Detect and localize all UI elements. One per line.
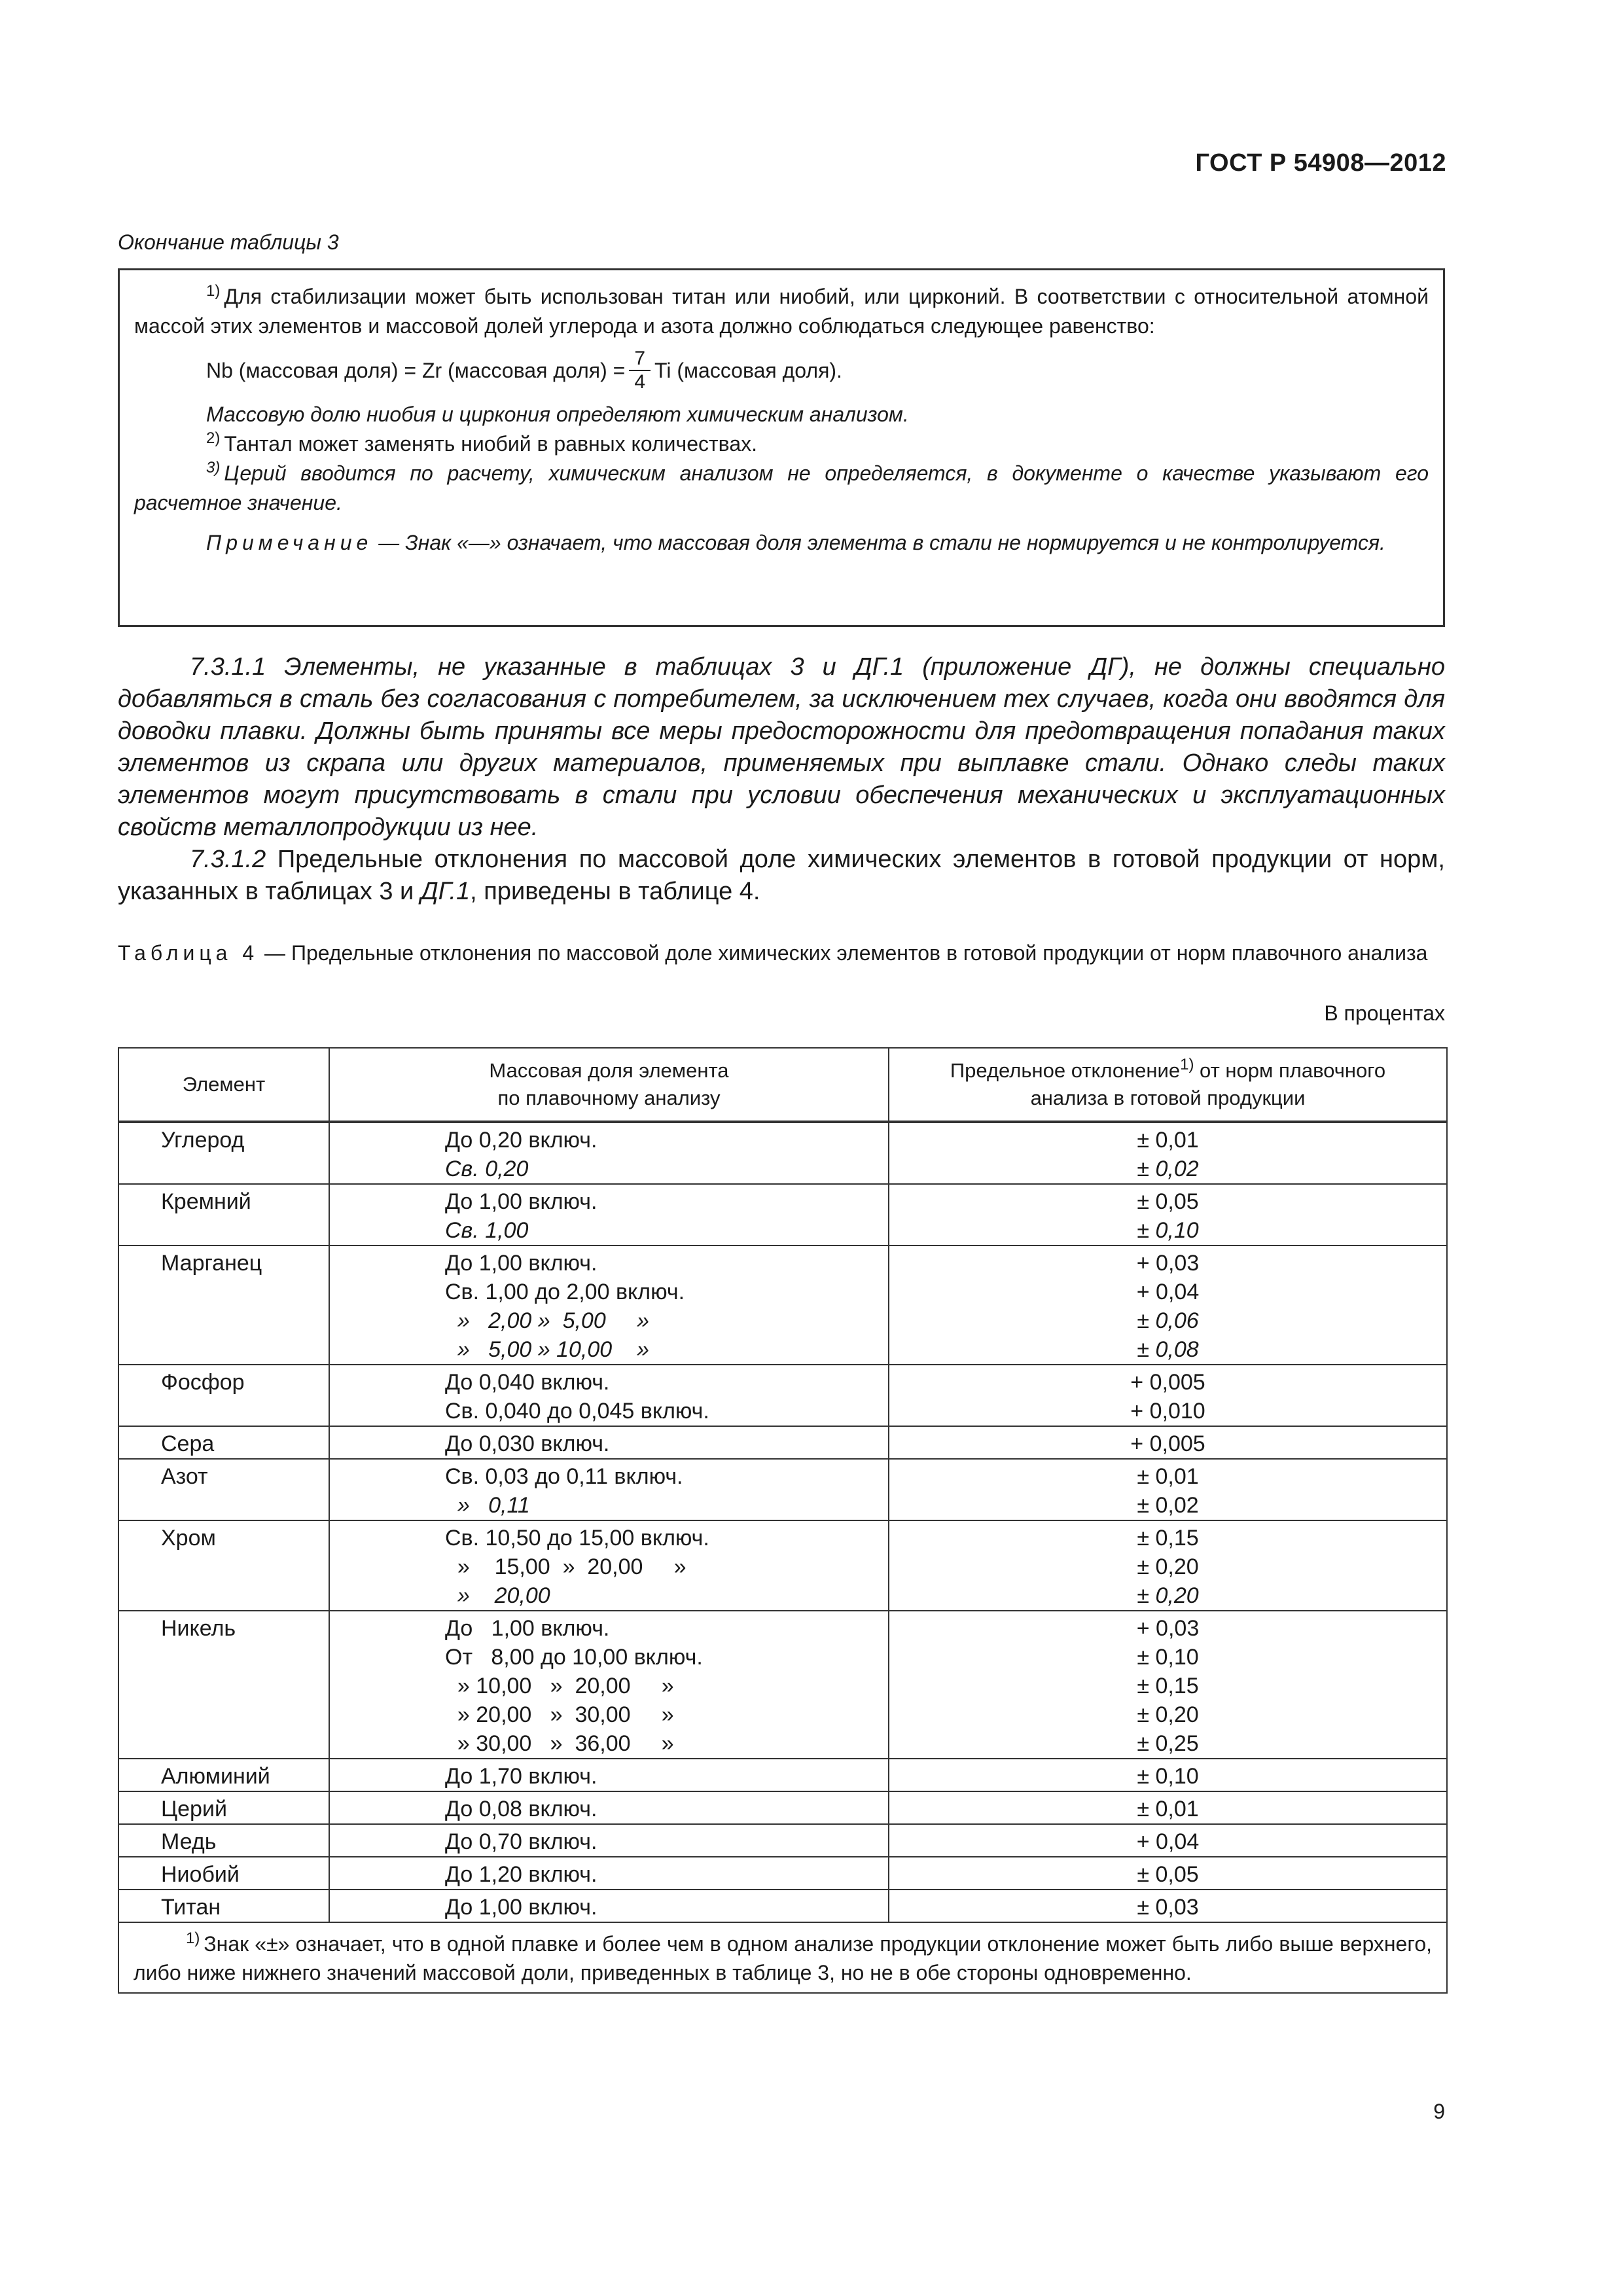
- mass-cell: [329, 1246, 889, 1365]
- element-cell: Титан: [118, 1890, 329, 1922]
- column-header-element: Элемент: [118, 1048, 329, 1122]
- table4-caption: [118, 939, 1445, 967]
- table-row: [118, 1426, 1447, 1459]
- formula: [134, 341, 1429, 400]
- deviation-value: ± 0,01: [1137, 1128, 1199, 1153]
- table4-header-row: [118, 1048, 1447, 1122]
- deviation-value: ± 0,25: [1137, 1731, 1199, 1756]
- deviation-value: ± 0,06: [1137, 1308, 1199, 1333]
- mass-cell: [329, 1459, 889, 1520]
- deviation-value: ± 0,05: [1137, 1862, 1199, 1887]
- mass-value: От 8,00 до 10,00 включ.: [445, 1645, 703, 1670]
- table4-units: В процентах: [1324, 1001, 1445, 1025]
- column-header-deviation: [889, 1048, 1447, 1122]
- table4: [118, 1047, 1448, 1994]
- deviation-value: ± 0,01: [1137, 1464, 1199, 1489]
- deviation-value: + 0,010: [1130, 1399, 1205, 1424]
- column-header-mass: [329, 1048, 889, 1122]
- table-row: [118, 1857, 1447, 1890]
- deviation-cell: [889, 1857, 1447, 1890]
- mass-cell: [329, 1611, 889, 1759]
- mass-value: До 0,20 включ.: [445, 1128, 597, 1153]
- column-header-mass-line1: Массовая доля элемента: [489, 1059, 729, 1082]
- page-number: 9: [1433, 2100, 1445, 2123]
- mass-cell: [329, 1122, 889, 1184]
- mass-cell: [329, 1890, 889, 1922]
- note-1-mark: 1): [206, 282, 221, 300]
- mass-cell: [329, 1520, 889, 1611]
- mass-value: До 0,040 включ.: [445, 1370, 610, 1395]
- note-2-mark: 2): [206, 429, 221, 447]
- column-header-mass-line2: по плавочному анализу: [497, 1086, 721, 1109]
- remark-label: Примечание: [206, 531, 373, 554]
- fraction-numerator: 7: [629, 348, 651, 371]
- note-3-text: Церий вводится по расчету, химическим анализом не определяется, в документе о качестве указывают его расчетное значение.: [134, 461, 1429, 514]
- deviation-cell: [889, 1122, 1447, 1184]
- column-header-deviation-line1b: от норм плавочного: [1194, 1059, 1386, 1082]
- table4-footnote-text: Знак «±» означает, что в одной плавке и более чем в одном анализе продукции отклонение может быть либо выше верхнего, либо ниже нижнего значений массовой доли, приведенных в таблице 3, но не в обе стороны одновременно.: [134, 1932, 1432, 1984]
- paragraph-7-3-1-2-end: , приведены в таблице 4.: [470, 878, 760, 905]
- element-cell: Медь: [118, 1824, 329, 1857]
- table4-caption-text: — Предельные отклонения по массовой доле химических элементов в готовой продукции от норм плавочного анализа: [259, 941, 1428, 965]
- table4-caption-label: Таблица 4: [118, 941, 259, 965]
- paragraph-7-3-1-2-number: 7.3.1.2: [190, 846, 266, 873]
- note-3: [134, 459, 1429, 518]
- mass-cell: [329, 1857, 889, 1890]
- element-cell: Кремний: [118, 1184, 329, 1246]
- note-3-mark: 3): [206, 459, 221, 476]
- deviation-value: ± 0,10: [1137, 1218, 1199, 1243]
- table4-body: [118, 1122, 1447, 1922]
- deviation-value: + 0,03: [1136, 1251, 1200, 1276]
- table-row: [118, 1520, 1447, 1611]
- mass-value: » 30,00 » 36,00 »: [445, 1731, 674, 1756]
- deviation-value: + 0,04: [1136, 1280, 1200, 1304]
- table-row: [118, 1184, 1447, 1246]
- paragraph-7-3-1-2-ref: ДГ.1: [420, 878, 471, 905]
- table4-footnote-row: [118, 1922, 1447, 1993]
- deviation-cell: [889, 1426, 1447, 1459]
- element-cell: Углерод: [118, 1122, 329, 1184]
- mass-value: До 1,70 включ.: [445, 1764, 597, 1789]
- mass-value: До 0,70 включ.: [445, 1829, 597, 1854]
- mass-value: До 1,00 включ.: [445, 1251, 597, 1276]
- deviation-value: + 0,005: [1130, 1370, 1205, 1395]
- deviation-cell: [889, 1520, 1447, 1611]
- deviation-value: ± 0,15: [1137, 1674, 1199, 1698]
- note-1-extra: Массовую долю ниобия и циркония определяют химическим анализом.: [206, 403, 909, 426]
- mass-value: Св. 1,00 до 2,00 включ.: [445, 1280, 685, 1304]
- mass-value: » 0,11: [445, 1493, 530, 1518]
- deviation-cell: [889, 1791, 1447, 1824]
- table-row: [118, 1122, 1447, 1184]
- mass-value: До 1,20 включ.: [445, 1862, 597, 1887]
- table-row: [118, 1890, 1447, 1922]
- mass-value: До 1,00 включ.: [445, 1895, 597, 1920]
- deviation-value: ± 0,15: [1137, 1526, 1199, 1551]
- mass-value: До 1,00 включ.: [445, 1189, 597, 1214]
- paragraph-7-3-1-2-text: Предельные отклонения по массовой доле химических элементов в готовой продукции от норм, указанных в таблицах 3 и: [118, 846, 1445, 905]
- deviation-cell: [889, 1459, 1447, 1520]
- mass-value: До 0,030 включ.: [445, 1431, 610, 1456]
- deviation-cell: [889, 1184, 1447, 1246]
- mass-value: Св. 10,50 до 15,00 включ.: [445, 1526, 709, 1551]
- fraction-denominator: 4: [634, 371, 645, 393]
- element-cell: Никель: [118, 1611, 329, 1759]
- paragraph-7-3-1-2: [118, 844, 1445, 908]
- deviation-value: ± 0,01: [1137, 1797, 1199, 1821]
- column-header-deviation-mark: 1): [1180, 1056, 1194, 1073]
- mass-value: » 20,00 » 30,00 »: [445, 1702, 674, 1727]
- element-cell: Марганец: [118, 1246, 329, 1365]
- mass-value: Св. 1,00: [445, 1218, 529, 1243]
- mass-value: Св. 0,040 до 0,045 включ.: [445, 1399, 709, 1424]
- note-2-text: Тантал может заменять ниобий в равных количествах.: [224, 432, 757, 456]
- table3-remark: [134, 528, 1429, 558]
- mass-value: » 10,00 » 20,00 »: [445, 1674, 674, 1698]
- paragraph-7-3-1-1: [118, 651, 1445, 908]
- deviation-cell: [889, 1824, 1447, 1857]
- element-cell: Сера: [118, 1426, 329, 1459]
- deviation-value: ± 0,10: [1137, 1764, 1199, 1789]
- document-code: ГОСТ Р 54908—2012: [1195, 149, 1446, 177]
- mass-value: До 0,08 включ.: [445, 1797, 597, 1821]
- table-row: [118, 1824, 1447, 1857]
- mass-value: » 20,00: [445, 1583, 550, 1608]
- formula-right: Ti (массовая доля).: [654, 358, 842, 382]
- table-row: [118, 1459, 1447, 1520]
- note-1: [134, 282, 1429, 341]
- element-cell: Церий: [118, 1791, 329, 1824]
- table-continuation-title: Окончание таблицы 3: [118, 230, 339, 254]
- mass-value: Св. 0,20: [445, 1157, 529, 1181]
- element-cell: Хром: [118, 1520, 329, 1611]
- element-cell: Алюминий: [118, 1759, 329, 1791]
- column-header-deviation-line1: Предельное отклонение: [950, 1059, 1181, 1082]
- deviation-value: ± 0,10: [1137, 1645, 1199, 1670]
- table3-notes-box: [118, 268, 1445, 627]
- mass-value: Св. 0,03 до 0,11 включ.: [445, 1464, 683, 1489]
- mass-cell: [329, 1365, 889, 1426]
- formula-fraction: [629, 348, 651, 393]
- deviation-value: ± 0,20: [1137, 1554, 1199, 1579]
- deviation-value: ± 0,02: [1137, 1493, 1199, 1518]
- element-cell: Ниобий: [118, 1857, 329, 1890]
- mass-cell: [329, 1824, 889, 1857]
- deviation-cell: [889, 1246, 1447, 1365]
- deviation-value: ± 0,03: [1137, 1895, 1199, 1920]
- table-row: [118, 1791, 1447, 1824]
- deviation-value: + 0,03: [1136, 1616, 1200, 1641]
- deviation-value: ± 0,20: [1137, 1702, 1199, 1727]
- mass-cell: [329, 1759, 889, 1791]
- table-row: [118, 1246, 1447, 1365]
- deviation-value: ± 0,20: [1137, 1583, 1199, 1608]
- deviation-value: ± 0,02: [1137, 1157, 1199, 1181]
- formula-left: Nb (массовая доля) = Zr (массовая доля) =: [206, 358, 626, 382]
- deviation-cell: [889, 1759, 1447, 1791]
- mass-cell: [329, 1791, 889, 1824]
- mass-value: » 5,00 » 10,00 »: [445, 1337, 649, 1362]
- mass-cell: [329, 1426, 889, 1459]
- table-row: [118, 1759, 1447, 1791]
- table4-footnote-mark: 1): [186, 1929, 200, 1947]
- column-header-deviation-line2: анализа в готовой продукции: [1030, 1086, 1306, 1109]
- table-row: [118, 1365, 1447, 1426]
- mass-value: До 1,00 включ.: [445, 1616, 610, 1641]
- paragraph-7-3-1-1-text: 7.3.1.1 Элементы, не указанные в таблицах 3 и ДГ.1 (приложение ДГ), не должны специально добавляться в сталь без согласования с потребителем, за исключением тех случаев, когда они вводятся для доводки плавки. Должны быть приняты все меры предосторожности для предотвращения попадания таких элементов из скрапа или других материалов, применяемых при выплавке стали. Однако следы таких элементов могут присутствовать в стали при условии обеспечения механических и эксплуатационных свойств металлопродукции из нее.: [118, 653, 1445, 841]
- deviation-cell: [889, 1890, 1447, 1922]
- deviation-value: + 0,04: [1136, 1829, 1200, 1854]
- mass-cell: [329, 1184, 889, 1246]
- deviation-cell: [889, 1365, 1447, 1426]
- remark-text: — Знак «—» означает, что массовая доля элемента в стали не нормируется и не контролируется.: [372, 531, 1385, 554]
- element-cell: Фосфор: [118, 1365, 329, 1426]
- mass-value: » 15,00 » 20,00 »: [445, 1554, 687, 1579]
- deviation-value: + 0,005: [1130, 1431, 1205, 1456]
- note-2: [134, 429, 1429, 459]
- note-1-text: Для стабилизации может быть использован титан или ниобий, или цирконий. В соответствии с относительной атомной массой этих элементов и массовой долей углерода и азота должно соблюдаться следующее равенство:: [134, 285, 1429, 338]
- table-row: [118, 1611, 1447, 1759]
- deviation-value: ± 0,05: [1137, 1189, 1199, 1214]
- deviation-value: ± 0,08: [1137, 1337, 1199, 1362]
- deviation-cell: [889, 1611, 1447, 1759]
- mass-value: » 2,00 » 5,00 »: [445, 1308, 649, 1333]
- table4-footnote: [118, 1922, 1447, 1993]
- element-cell: Азот: [118, 1459, 329, 1520]
